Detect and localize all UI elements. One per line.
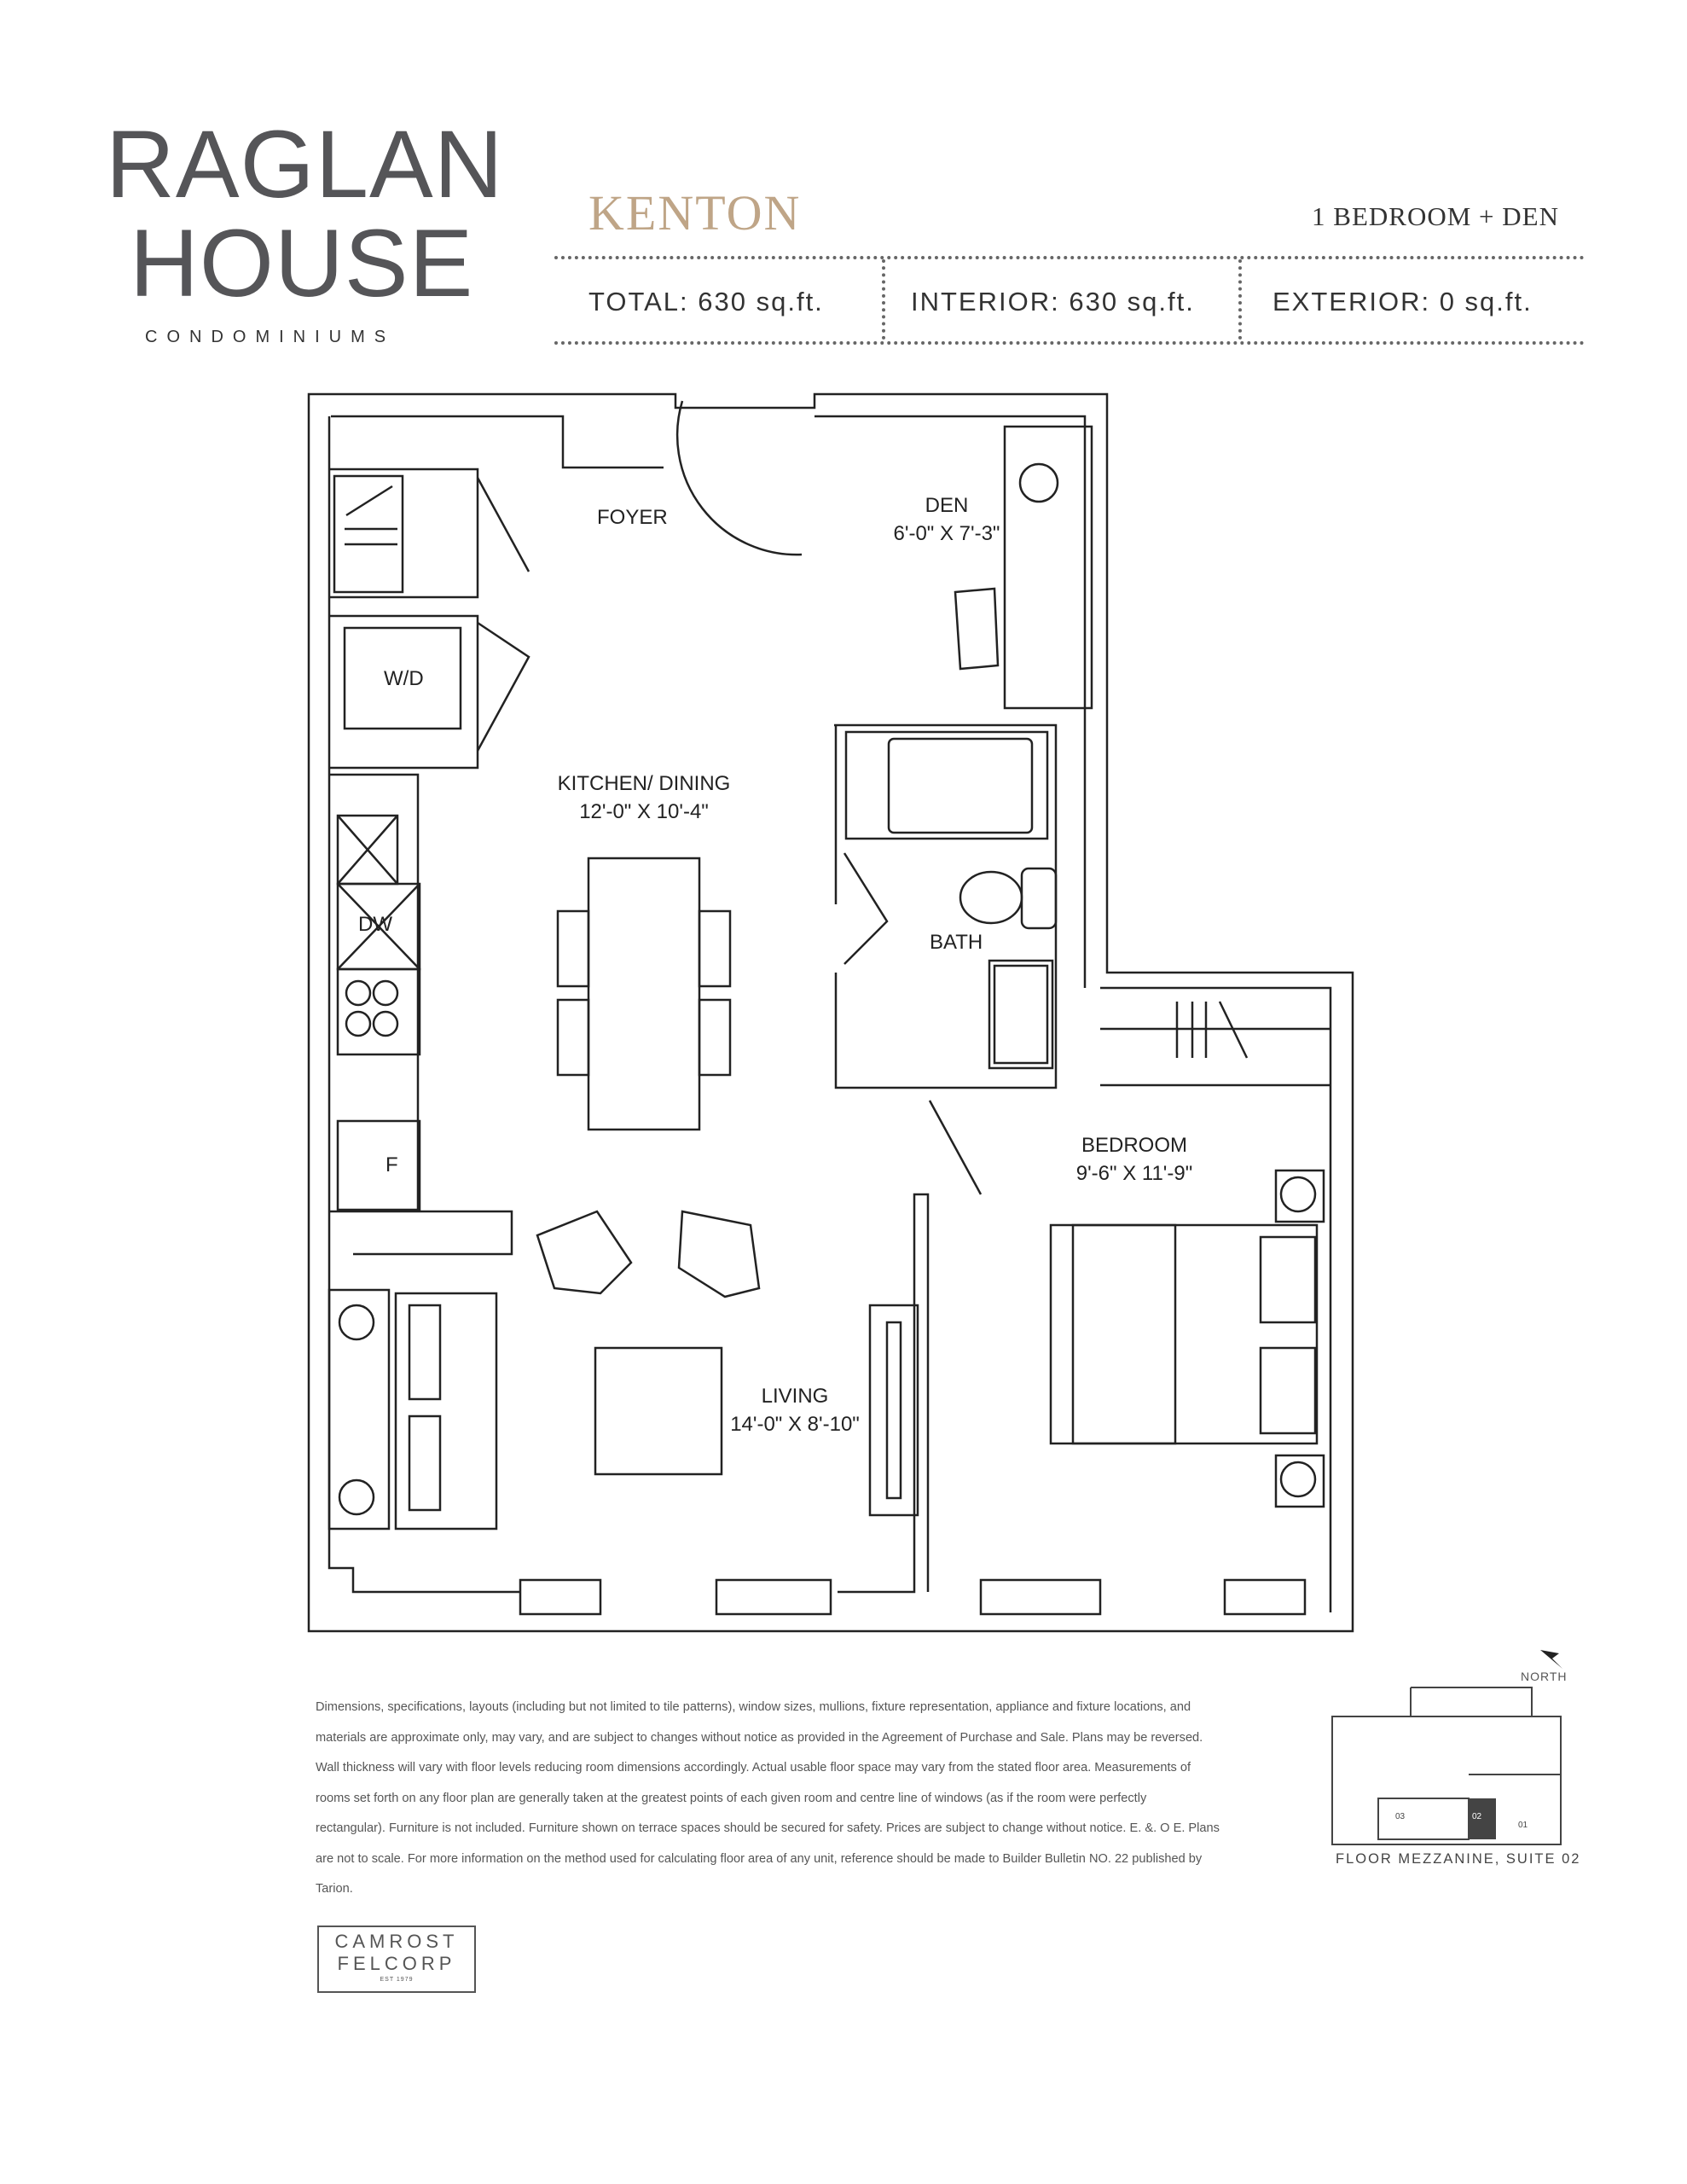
room-bedroom [1058,1131,1211,1188]
keyplan-unit-02: 02 [1472,1812,1482,1821]
disclaimer-text: Dimensions, specifications, layouts (including but not limited to tile patterns), window sizes, mullions, fixture representation, appliance and fixture locations, and materials are approximate only, may vary, and are subject to changes without notice as provided in the Agreement of Purchase and Sale. Plans may be reversed. Wall thickness will vary with floor levels reducing room dimensions accordingly. Actual usable floor space may vary from the stated floor area. Measurements of rooms set forth on any floor plan are generally taken at the greatest points of each given room and centre line of windows (as if the room were perfectly rectangular). Furniture is not included. Furniture shown on terrace spaces should be secured for safety. Prices are subject to change without notice. E. &. O E. Plans are not to scale. For more information on the method used for calculating floor area of any unit, reference should be made to Builder Bulletin NO. 22 published by Tarion. [316,1700,1220,1896]
room-living-name: LIVING [761,1385,829,1408]
room-kitchen-dims: 12'-0" X 10'-4" [579,800,709,823]
keyplan-caption: FLOOR MEZZANINE, SUITE 02 [1336,1851,1581,1867]
area-interior: INTERIOR: 630 sq.ft. [911,287,1195,317]
north-arrow-icon [1540,1650,1562,1669]
room-living-dims: 14'-0" X 8'-10" [730,1413,860,1436]
developer-logo [317,1926,476,1993]
fridge-label: F [386,1153,398,1176]
room-den-dims: 6'-0" X 7'-3" [893,522,1000,545]
room-den-name: DEN [925,494,969,517]
brand-subtitle: CONDOMINIUMS [145,328,396,346]
room-bedroom-dims: 9'-6" X 11'-9" [1075,1162,1193,1185]
room-den [887,491,1006,548]
area-total: TOTAL: 630 sq.ft. [588,287,824,317]
room-foyer: FOYER [597,506,668,529]
room-kitchen-name: KITCHEN/ DINING [557,772,731,795]
suite-name: KENTON [588,185,802,241]
logo-line1: CAMROST [334,1931,459,1952]
outer-wall [309,394,1353,1631]
brand-title-line1: RAGLAN [106,111,504,218]
north-label: NORTH [1521,1670,1568,1683]
brand-title-line2: HOUSE [130,210,474,317]
keyplan-unit-03: 03 [1395,1812,1406,1821]
room-kitchen [546,770,742,826]
washer-dryer-label: W/D [384,667,424,690]
room-bath: BATH [930,931,983,954]
room-bedroom-name: BEDROOM [1081,1134,1187,1157]
area-exterior: EXTERIOR: 0 sq.ft. [1272,287,1533,317]
inner-wall-left-2 [329,616,478,768]
logo-line3: EST 1979 [380,1977,414,1983]
bedroom-closet [1100,1029,1330,1085]
keyplan-unit-01: 01 [1518,1821,1528,1830]
dishwasher-label: DW [358,913,392,936]
suite-type: 1 BEDROOM + DEN [1312,201,1559,231]
logo-line2: FELCORP [337,1953,456,1974]
room-living [722,1382,868,1438]
